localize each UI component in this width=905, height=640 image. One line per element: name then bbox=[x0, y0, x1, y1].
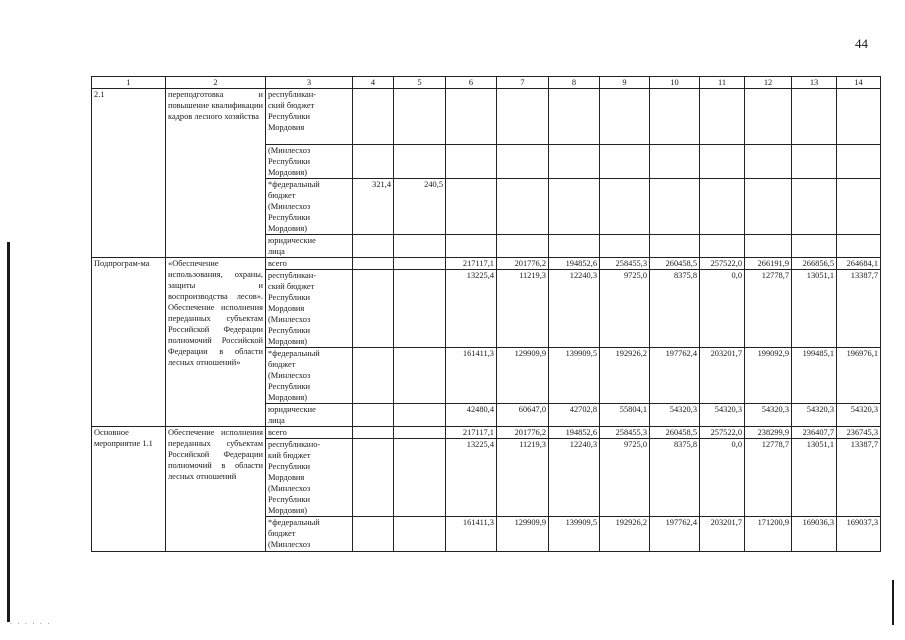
table-row bbox=[92, 258, 881, 270]
amount-cell bbox=[650, 89, 700, 145]
amount-cell: 201776,2 bbox=[497, 427, 549, 439]
amount-cell bbox=[497, 145, 549, 179]
amount-cell bbox=[650, 145, 700, 179]
amount-cell: 258455,3 bbox=[600, 258, 650, 270]
funding-source: *федеральный бюджет (Минлесхоз Республики Мордовия) bbox=[266, 348, 353, 404]
amount-cell: 236407,7 bbox=[792, 427, 837, 439]
amount-cell: 54320,3 bbox=[745, 404, 792, 427]
amount-cell bbox=[394, 270, 446, 348]
column-header: 11 bbox=[700, 77, 745, 89]
funding-source: республикан- ский бюджет Республики Мордовия bbox=[266, 89, 353, 145]
amount-cell bbox=[394, 89, 446, 145]
amount-cell: 12778,7 bbox=[745, 439, 792, 517]
column-header: 14 bbox=[837, 77, 881, 89]
row-code: 2.1 bbox=[92, 89, 166, 258]
amount-cell: 257522,0 bbox=[700, 258, 745, 270]
amount-cell bbox=[837, 179, 881, 235]
amount-cell: 0,0 bbox=[700, 270, 745, 348]
amount-cell: 54320,3 bbox=[837, 404, 881, 427]
funding-source: юридические лица bbox=[266, 235, 353, 258]
amount-cell bbox=[700, 89, 745, 145]
amount-cell bbox=[353, 404, 394, 427]
amount-cell: 54320,3 bbox=[650, 404, 700, 427]
column-header: 9 bbox=[600, 77, 650, 89]
amount-cell bbox=[792, 145, 837, 179]
amount-cell bbox=[394, 235, 446, 258]
scan-edge-mark-right bbox=[892, 580, 894, 625]
row-code: Подпрограм-ма bbox=[92, 258, 166, 427]
amount-cell: 11219,3 bbox=[497, 270, 549, 348]
amount-cell bbox=[353, 145, 394, 179]
amount-cell bbox=[394, 348, 446, 404]
block-main-measure-1-1 bbox=[92, 427, 881, 552]
amount-cell bbox=[549, 89, 600, 145]
amount-cell: 197762,4 bbox=[650, 348, 700, 404]
amount-cell: 8375,8 bbox=[650, 270, 700, 348]
column-header: 3 bbox=[266, 77, 353, 89]
column-header: 8 bbox=[549, 77, 600, 89]
scan-dots: . . . . . . bbox=[10, 618, 52, 626]
amount-cell: 201776,2 bbox=[497, 258, 549, 270]
column-header: 10 bbox=[650, 77, 700, 89]
amount-cell: 217117,1 bbox=[446, 258, 497, 270]
amount-cell: 260458,5 bbox=[650, 427, 700, 439]
amount-cell: 13387,7 bbox=[837, 270, 881, 348]
row-name: переподготовка и повышение квалификации кадров лесного хозяйства bbox=[166, 89, 266, 258]
amount-cell: 8375,8 bbox=[650, 439, 700, 517]
amount-cell bbox=[394, 439, 446, 517]
amount-cell bbox=[650, 235, 700, 258]
amount-cell bbox=[353, 439, 394, 517]
funding-source: республикан- ский бюджет Республики Мордовия (Минлесхоз Республики Мордовия) bbox=[266, 270, 353, 348]
amount-cell bbox=[353, 270, 394, 348]
amount-cell: 13051,1 bbox=[792, 270, 837, 348]
amount-cell bbox=[394, 404, 446, 427]
amount-cell: 9725,0 bbox=[600, 270, 650, 348]
amount-cell bbox=[745, 145, 792, 179]
table-row bbox=[92, 427, 881, 439]
amount-cell bbox=[600, 235, 650, 258]
amount-cell: 161411,3 bbox=[446, 348, 497, 404]
row-name: «Обеспечение использования, охраны, защиты и воспроизводства лесов». Обеспечение исполнения переданных субъектам Российской Федерации полномочий Российской Федерации в области лесных отношений» bbox=[166, 258, 266, 427]
amount-cell: 196976,1 bbox=[837, 348, 881, 404]
amount-cell: 192926,2 bbox=[600, 348, 650, 404]
amount-cell bbox=[700, 179, 745, 235]
amount-cell: 266856,5 bbox=[792, 258, 837, 270]
amount-cell bbox=[353, 348, 394, 404]
funding-source: *федеральный бюджет (Минлесхоз Республики Мордовия) bbox=[266, 179, 353, 235]
amount-cell: 60647,0 bbox=[497, 404, 549, 427]
amount-cell: 13225,4 bbox=[446, 439, 497, 517]
amount-cell: 12240,3 bbox=[549, 439, 600, 517]
amount-cell: 129909,9 bbox=[497, 348, 549, 404]
amount-cell bbox=[837, 89, 881, 145]
amount-cell: 169036,3 bbox=[792, 517, 837, 552]
amount-cell: 197762,4 bbox=[650, 517, 700, 552]
block-subprogram bbox=[92, 258, 881, 427]
amount-cell: 258455,3 bbox=[600, 427, 650, 439]
funding-source: всего bbox=[266, 427, 353, 439]
amount-cell bbox=[446, 145, 497, 179]
column-header: 13 bbox=[792, 77, 837, 89]
amount-cell bbox=[837, 235, 881, 258]
amount-cell bbox=[394, 145, 446, 179]
amount-cell: 257522,0 bbox=[700, 427, 745, 439]
amount-cell bbox=[792, 179, 837, 235]
amount-cell: 194852,6 bbox=[549, 258, 600, 270]
funding-source: юридические лица bbox=[266, 404, 353, 427]
amount-cell: 12240,3 bbox=[549, 270, 600, 348]
amount-cell bbox=[446, 179, 497, 235]
amount-cell: 139909,5 bbox=[549, 517, 600, 552]
amount-cell: 236745,3 bbox=[837, 427, 881, 439]
amount-cell bbox=[446, 89, 497, 145]
row-name: Обеспечение исполнения переданных субъектам Российской Федерации полномочий в области лесных отношений bbox=[166, 427, 266, 552]
amount-cell: 203201,7 bbox=[700, 348, 745, 404]
amount-cell bbox=[353, 89, 394, 145]
amount-cell bbox=[549, 235, 600, 258]
amount-cell: 13225,4 bbox=[446, 270, 497, 348]
amount-cell: 199092,9 bbox=[745, 348, 792, 404]
scan-edge-mark-left bbox=[7, 242, 10, 622]
funding-source: всего bbox=[266, 258, 353, 270]
amount-cell: 42702,8 bbox=[549, 404, 600, 427]
page-number: 44 bbox=[855, 36, 868, 51]
amount-cell bbox=[700, 145, 745, 179]
amount-cell bbox=[600, 145, 650, 179]
column-header: 1 bbox=[92, 77, 166, 89]
amount-cell: 192926,2 bbox=[600, 517, 650, 552]
amount-cell bbox=[700, 235, 745, 258]
amount-cell: 217117,1 bbox=[446, 427, 497, 439]
amount-cell: 199485,1 bbox=[792, 348, 837, 404]
funding-source: *федеральный бюджет (Минлесхоз bbox=[266, 517, 353, 552]
amount-cell: 9725,0 bbox=[600, 439, 650, 517]
amount-cell bbox=[549, 179, 600, 235]
column-number-row bbox=[92, 77, 881, 89]
amount-cell bbox=[394, 427, 446, 439]
amount-cell: 240,5 bbox=[394, 179, 446, 235]
amount-cell: 171200,9 bbox=[745, 517, 792, 552]
amount-cell bbox=[497, 235, 549, 258]
amount-cell bbox=[745, 235, 792, 258]
column-header: 6 bbox=[446, 77, 497, 89]
amount-cell bbox=[745, 179, 792, 235]
amount-cell: 266191,9 bbox=[745, 258, 792, 270]
amount-cell: 55804,1 bbox=[600, 404, 650, 427]
funding-source: республикано- кий бюджет Республики Мордовия (Минлесхоз Республики Мордовия) bbox=[266, 439, 353, 517]
amount-cell: 12778,7 bbox=[745, 270, 792, 348]
amount-cell bbox=[353, 235, 394, 258]
amount-cell: 264684,1 bbox=[837, 258, 881, 270]
column-header: 12 bbox=[745, 77, 792, 89]
amount-cell: 0,0 bbox=[700, 439, 745, 517]
amount-cell: 169037,3 bbox=[837, 517, 881, 552]
amount-cell: 13387,7 bbox=[837, 439, 881, 517]
table-row bbox=[92, 89, 881, 145]
column-header: 4 bbox=[353, 77, 394, 89]
amount-cell bbox=[600, 179, 650, 235]
amount-cell: 42480,4 bbox=[446, 404, 497, 427]
amount-cell: 13051,1 bbox=[792, 439, 837, 517]
amount-cell bbox=[600, 89, 650, 145]
amount-cell bbox=[353, 427, 394, 439]
amount-cell bbox=[353, 258, 394, 270]
amount-cell: 194852,6 bbox=[549, 427, 600, 439]
amount-cell: 11219,3 bbox=[497, 439, 549, 517]
amount-cell bbox=[837, 145, 881, 179]
amount-cell bbox=[446, 235, 497, 258]
block-2-1 bbox=[92, 89, 881, 258]
amount-cell: 238299,9 bbox=[745, 427, 792, 439]
amount-cell: 139909,5 bbox=[549, 348, 600, 404]
amount-cell: 321,4 bbox=[353, 179, 394, 235]
column-header: 2 bbox=[166, 77, 266, 89]
amount-cell bbox=[497, 89, 549, 145]
amount-cell: 260458,5 bbox=[650, 258, 700, 270]
amount-cell bbox=[549, 145, 600, 179]
column-header: 5 bbox=[394, 77, 446, 89]
funding-source: (Минлесхоз Республики Мордовия) bbox=[266, 145, 353, 179]
amount-cell bbox=[394, 258, 446, 270]
amount-cell bbox=[394, 517, 446, 552]
amount-cell bbox=[353, 517, 394, 552]
amount-cell bbox=[497, 179, 549, 235]
amount-cell bbox=[745, 89, 792, 145]
amount-cell bbox=[650, 179, 700, 235]
amount-cell: 54320,3 bbox=[700, 404, 745, 427]
column-header: 7 bbox=[497, 77, 549, 89]
amount-cell bbox=[792, 235, 837, 258]
amount-cell: 161411,3 bbox=[446, 517, 497, 552]
amount-cell: 203201,7 bbox=[700, 517, 745, 552]
row-code: Основное мероприятие 1.1 bbox=[92, 427, 166, 552]
amount-cell: 129909,9 bbox=[497, 517, 549, 552]
budget-table bbox=[91, 76, 881, 552]
amount-cell: 54320,3 bbox=[792, 404, 837, 427]
amount-cell bbox=[792, 89, 837, 145]
